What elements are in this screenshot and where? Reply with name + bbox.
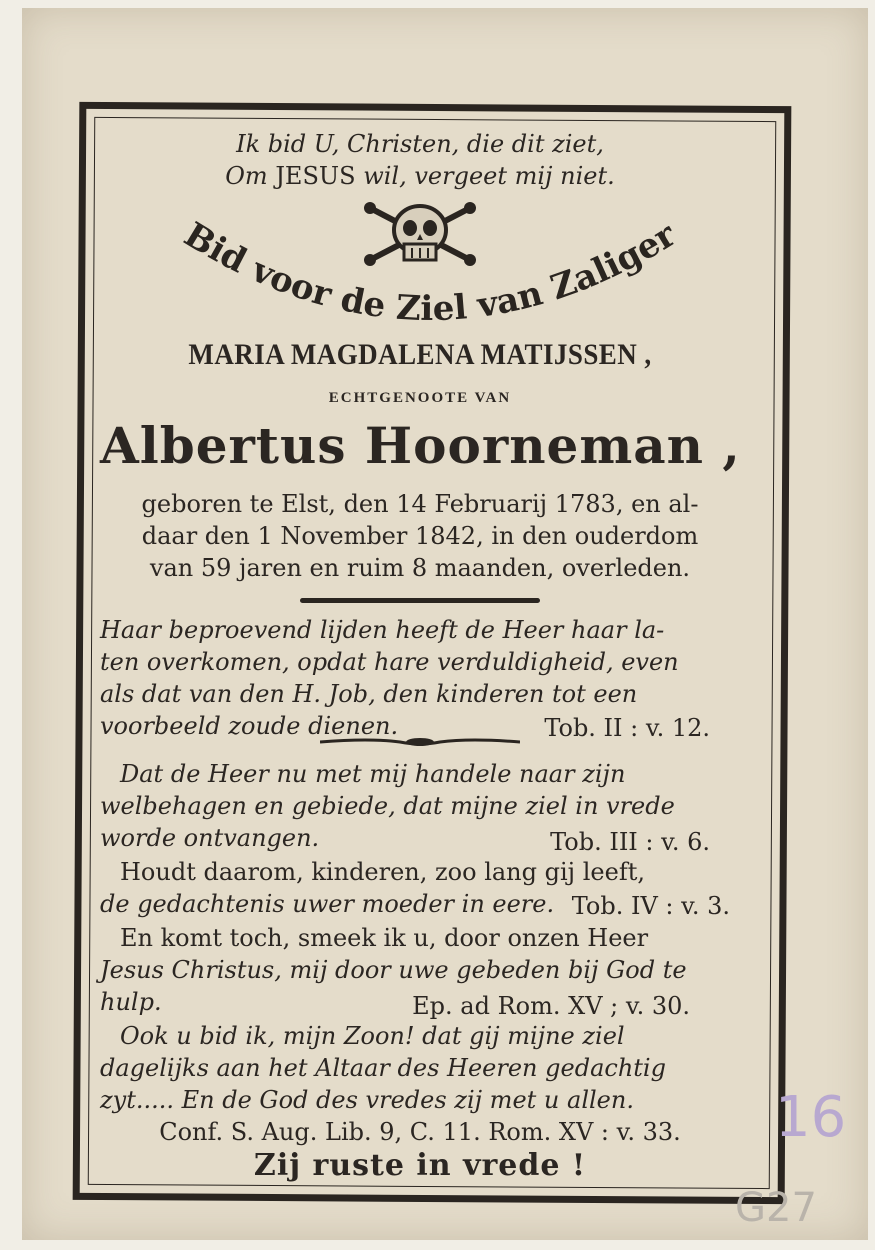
- passage-2-line-3: worde ontvangen.: [100, 824, 320, 852]
- passage-5-line-3: zyt..... En de God des vredes zij met u allen.: [100, 1086, 634, 1114]
- passage-5-line-1: Ook u bid ik, mijn Zoon! dat gij mijne ziel: [120, 1022, 625, 1050]
- invocation-line-2: [100, 162, 740, 190]
- passage-4-ref: Ep. ad Rom. XV ; v. 30.: [412, 992, 690, 1020]
- catalog-number: G27: [735, 1185, 817, 1231]
- spouse-intro: ECHTGENOOTE VAN: [328, 390, 512, 406]
- invocation-line-1: Ik bid U, Christen, die dit ziet,: [236, 130, 604, 158]
- passage-4-line-2: Jesus Christus, mij door uwe gebeden bij God te: [100, 956, 687, 984]
- invocation-rest: wil, vergeet mij niet.: [355, 162, 615, 190]
- passage-2-line-2: welbehagen en gebiede, dat mijne ziel in vrede: [100, 792, 675, 820]
- deceased-name: MARIA MAGDALENA MATIJSSEN ,: [188, 338, 652, 371]
- invocation-om: Om: [225, 162, 276, 190]
- passage-1-ref: Tob. II : v. 12.: [544, 714, 710, 742]
- passage-1-line-2: ten overkomen, opdat hare verduldigheid, even: [100, 648, 679, 676]
- passage-1-line-4: voorbeeld zoude dienen.: [100, 712, 399, 740]
- closing-blessing: Zij ruste in vrede !: [253, 1148, 587, 1183]
- invocation-jesus: JESUS: [275, 162, 356, 190]
- passage-4-line-1: En komt toch, smeek ik u, door onzen Heer: [120, 924, 649, 952]
- passage-4-line-3: hulp.: [100, 988, 162, 1016]
- passage-3-line-2: de gedachtenis uwer moeder in eere.: [100, 890, 555, 918]
- pencil-number: 16: [775, 1085, 847, 1150]
- ornamental-divider: [320, 732, 520, 752]
- passage-1-line-1: Haar beproevend lijden heeft de Heer haar la-: [100, 616, 665, 644]
- card-content: [100, 120, 741, 1183]
- passage-1-line-3: als dat van den H. Job, den kinderen tot een: [100, 680, 638, 708]
- divider-1: [300, 598, 540, 603]
- arc-heading-text: Bid voor de Ziel van Zaliger: [177, 214, 683, 330]
- passage-2-line-1: Dat de Heer nu met mij handele naar zijn: [120, 760, 626, 788]
- bio-line-3: van 59 jaren en ruim 8 maanden, overleden.: [149, 554, 691, 582]
- passage-5-ref: Conf. S. Aug. Lib. 9, C. 11. Rom. XV : v. 33.: [159, 1118, 681, 1146]
- passage-3-ref: Tob. IV : v. 3.: [571, 892, 730, 920]
- svg-text:Bid voor de Ziel van Zaliger: [177, 214, 684, 329]
- passage-2-ref: Tob. III : v. 6.: [550, 828, 710, 856]
- passage-3-line-1: Houdt daarom, kinderen, zoo lang gij leeft,: [120, 858, 645, 886]
- spouse-name: Albertus Hoorneman ,: [100, 416, 741, 475]
- passage-5-line-2: dagelijks aan het Altaar des Heeren gedachtig: [100, 1054, 666, 1082]
- bio-line-1: geboren te Elst, den 14 Februarij 1783, en al-: [141, 490, 699, 518]
- bio-line-2: daar den 1 November 1842, in den ouderdom: [141, 522, 699, 550]
